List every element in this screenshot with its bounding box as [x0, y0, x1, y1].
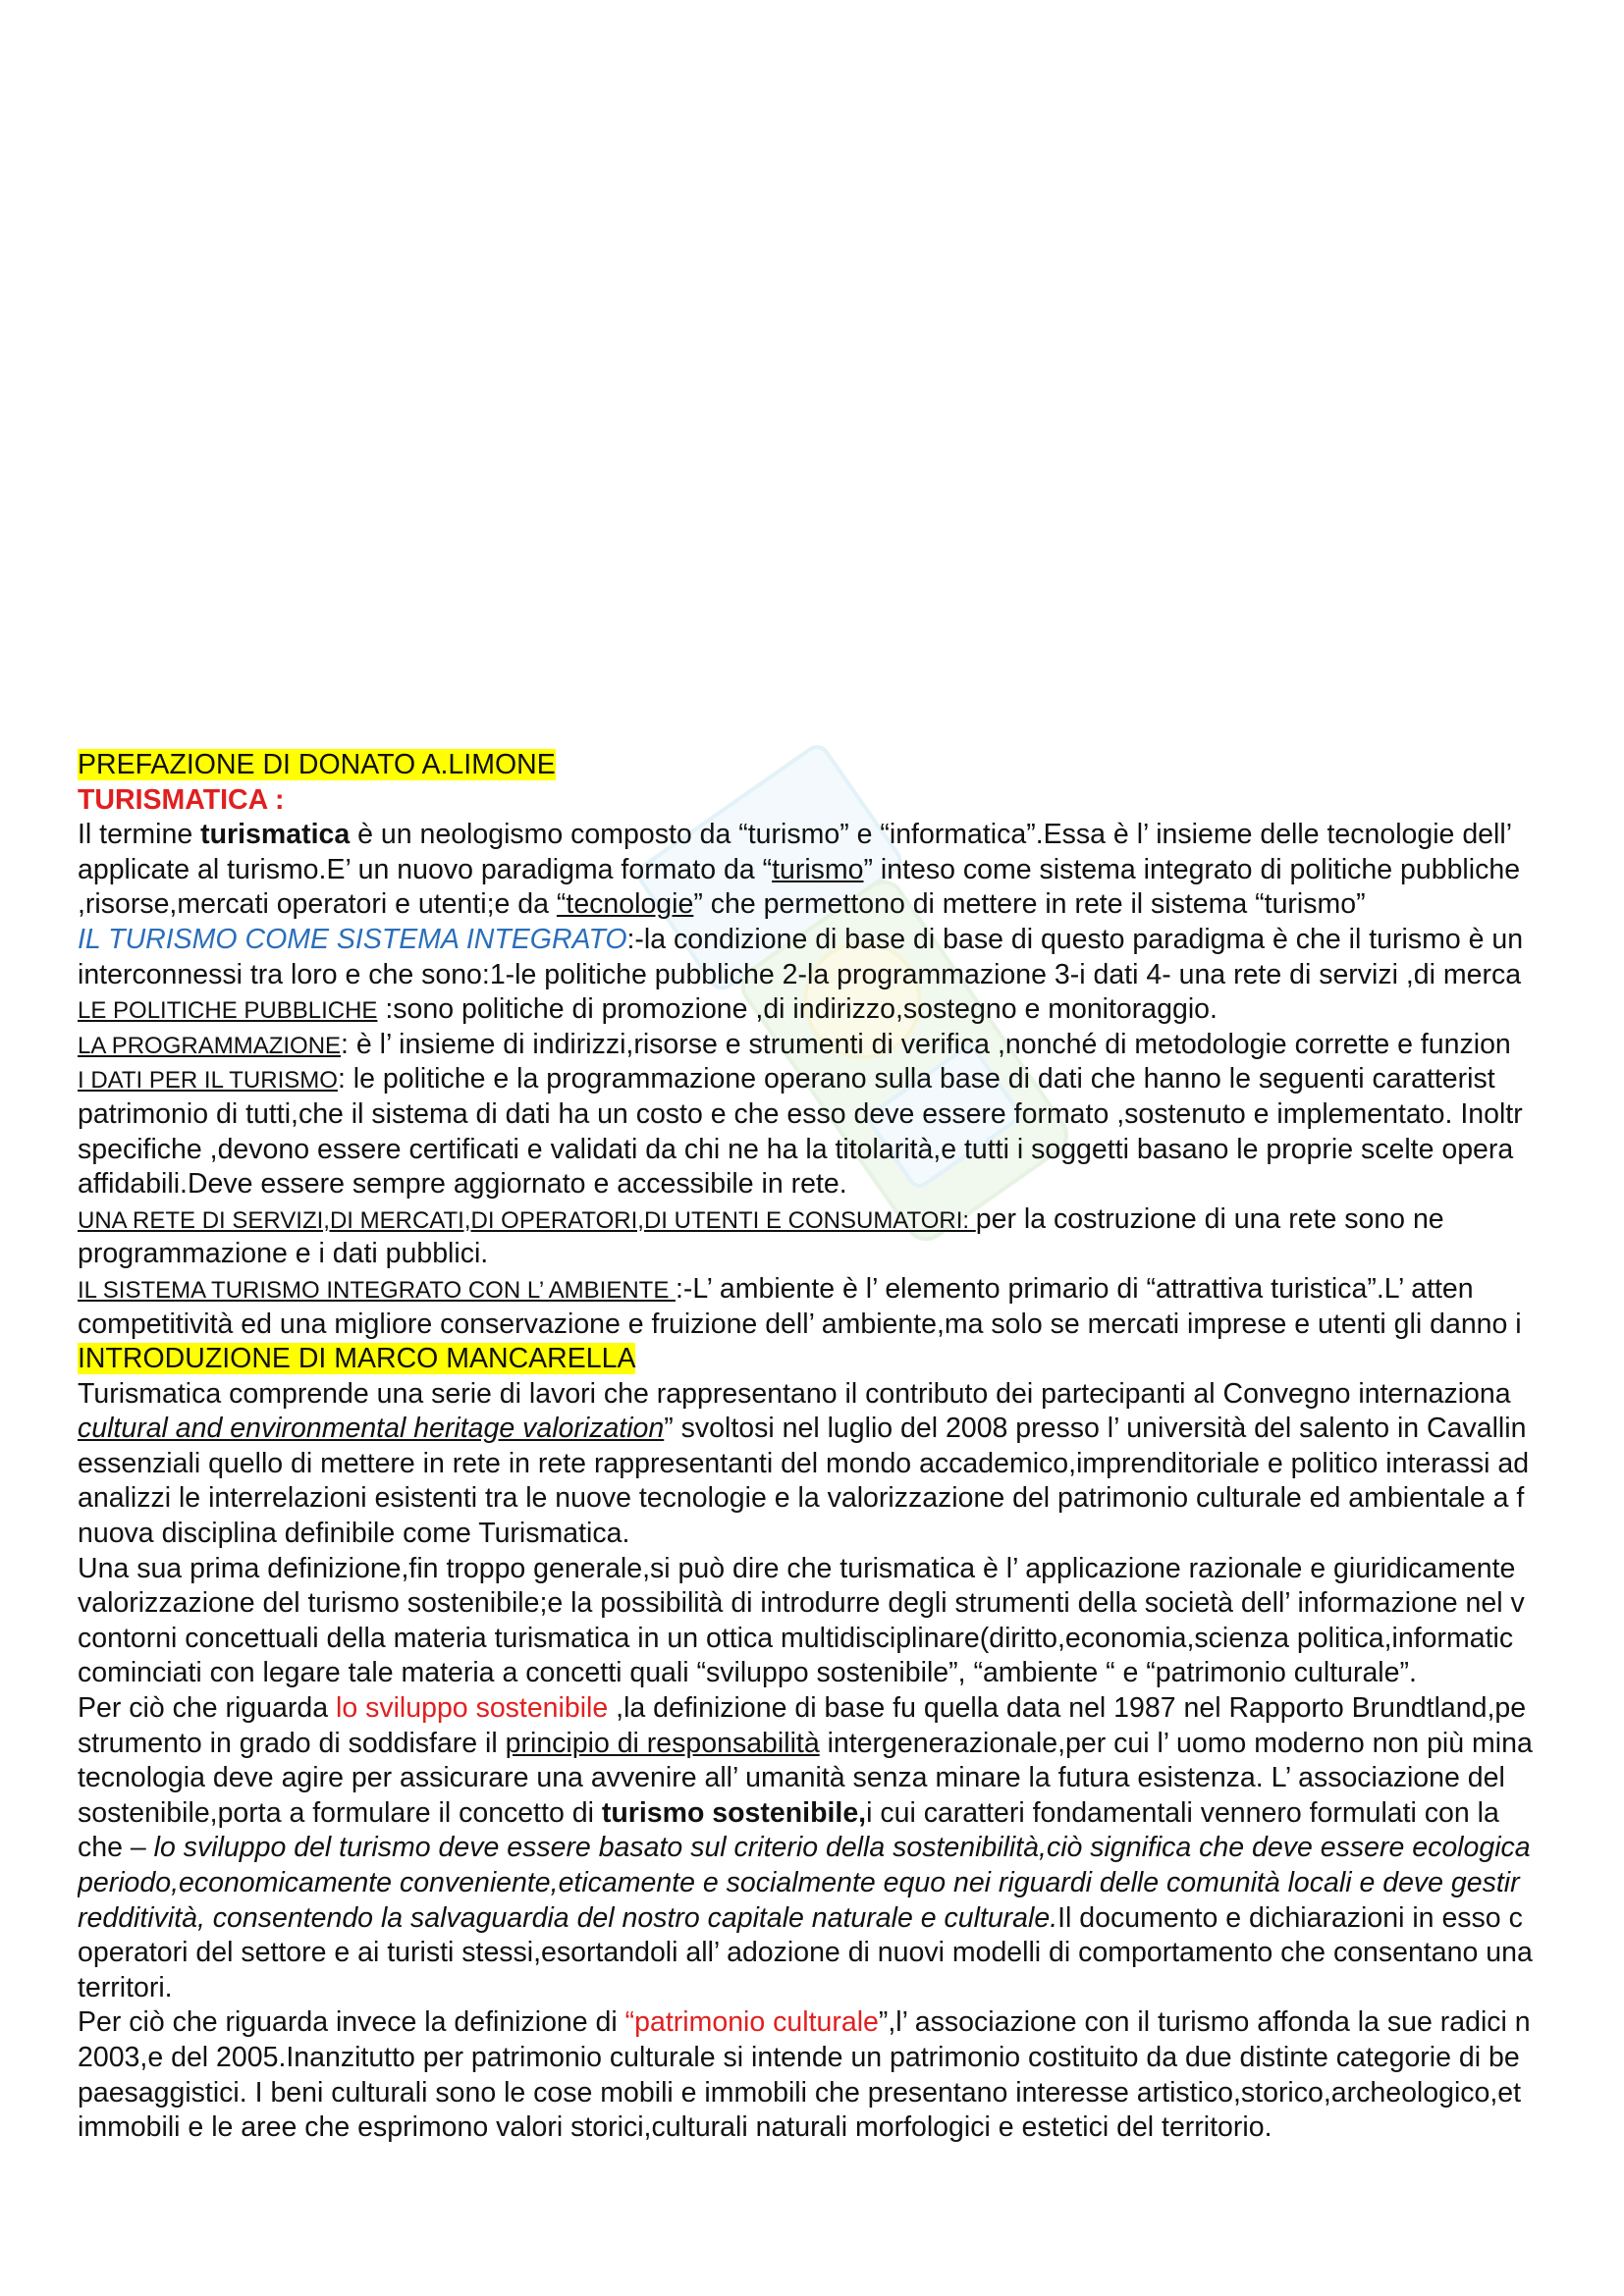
section-heading-blue: IL TURISMO COME SISTEMA INTEGRATO	[78, 923, 627, 955]
text-span: :-la condizione di base di base di questo paradigma è che il turismo è un	[626, 923, 1524, 955]
text-span: analizzi le interrelazioni esistenti tra le nuove tecnologie e la valorizzazione del patrimonio culturale ed ambientale a f	[78, 1482, 1525, 1515]
text-span: territori.	[78, 1971, 173, 2003]
heading-turismatica: TURISMATICA :	[78, 783, 285, 816]
text-line	[78, 2076, 1624, 2111]
red-term: lo sviluppo sostenibile	[335, 1692, 609, 1725]
text-line	[78, 1028, 1624, 1063]
text-line	[78, 958, 1624, 993]
text-span: ” svoltosi nel luglio del 2008 presso l’ università del salento in Cavallin	[664, 1413, 1527, 1445]
text-span: tecnologia deve agire per assicurare una avvenire all’ umanità senza minare la futura esistenza. L’ associazione del	[78, 1762, 1505, 1794]
italic-quote: redditività, consentendo la salvaguardia del nostro capitale naturale e culturale.	[78, 1901, 1058, 1934]
text-line	[78, 1447, 1624, 1482]
text-line	[78, 1481, 1624, 1517]
text-span: patrimonio di tutti,che il sistema di dati ha un costo e che esso deve essere formato ,sostenuto e implementato. Inoltr	[78, 1097, 1523, 1130]
text-line	[78, 1552, 1624, 1587]
text-span: immobili e le aree che esprimono valori storici,culturali naturali morfologici e estetici del territorio.	[78, 2111, 1272, 2144]
text-span: ,risorse,mercati operatori e utenti;e da	[78, 888, 557, 921]
text-line	[78, 1237, 1624, 1272]
text-span: 2003,e del 2005.Inanzitutto per patrimonio culturale si intende un patrimonio costituito da due distinte categorie di be	[78, 2041, 1520, 2073]
underlined-term: turismo	[772, 853, 864, 885]
text-span: competitività ed una migliore conservazione e fruizione dell’ ambiente,ma solo se mercati imprese e utenti gli danno i	[78, 1308, 1522, 1340]
text-span: Turismatica comprende una serie di lavori che rappresentano il contributo dei partecipanti al Convegno internaziona	[78, 1377, 1511, 1410]
heading-turismatica-line	[78, 783, 1624, 819]
subheading: IL SISTEMA TURISMO INTEGRATO CON L’ AMBIENTE	[78, 1276, 676, 1304]
subheading: LA PROGRAMMAZIONE	[78, 1032, 342, 1059]
text-span: contorni concettuali della materia turismatica in un ottica multidisciplinare(diritto,economia,scienza politica,informatic	[78, 1622, 1514, 1654]
text-line	[78, 1133, 1624, 1168]
text-line	[78, 887, 1624, 923]
bold-term: turismo sostenibile,	[601, 1796, 867, 1829]
text-span: :-L’ ambiente è l’ elemento primario di “attrattiva turistica”.L’ atten	[676, 1272, 1474, 1305]
text-line	[78, 1517, 1624, 1552]
text-line	[78, 1727, 1624, 1762]
text-line	[78, 1202, 1624, 1238]
text-span: : le politiche e la programmazione operano sulla base di dati che hanno le seguenti caratterist	[337, 1063, 1495, 1095]
text-span: valorizzazione del turismo sostenibile;e la possibilità di introdurre degli strumenti della società dell’ informazione nel v	[78, 1587, 1525, 1620]
text-span: ” che permettono di mettere in rete il sistema “turismo”	[693, 888, 1366, 921]
text-line	[78, 1901, 1624, 1937]
text-span: cominciati con legare tale materia a concetti quali “sviluppo sostenibile”, “ambiente “ e “patrimonio culturale”.	[78, 1657, 1417, 1689]
text-span: è un neologismo composto da “turismo” e “informatica”.Essa è l’ insieme delle tecnologie dell’	[350, 819, 1513, 851]
text-span: ” inteso come sistema integrato di politiche pubbliche	[863, 853, 1521, 885]
text-span: specifiche ,devono essere certificati e validati da chi ne ha la titolarità,e tutti i soggetti basano le proprie scelte opera	[78, 1133, 1514, 1165]
text-line	[78, 1062, 1624, 1097]
text-span: programmazione e i dati pubblici.	[78, 1238, 489, 1270]
underlined-term: principio di responsabilità	[505, 1727, 820, 1759]
subheading: I DATI PER IL TURISMO	[78, 1067, 338, 1095]
italic-quote: lo sviluppo del turismo deve essere basato sul criterio della sostenibilità,ciò significa che deve essere ecologica	[153, 1832, 1531, 1864]
text-line	[78, 923, 1624, 958]
text-span: :sono politiche di promozione ,di indirizzo,sostegno e monitoraggio.	[377, 993, 1218, 1026]
heading-preface: PREFAZIONE DI DONATO A.LIMONE	[78, 749, 556, 780]
text-span: ,la definizione di base fu quella data nel 1987 nel Rapporto Brundtland,pe	[608, 1692, 1527, 1725]
text-line	[78, 1586, 1624, 1622]
text-span: Il documento e dichiarazioni in esso c	[1057, 1901, 1523, 1934]
text-span: Per ciò che riguarda	[78, 1692, 336, 1725]
text-line	[78, 1167, 1624, 1202]
text-line	[78, 1761, 1624, 1796]
heading-introduction: INTRODUZIONE DI MARCO MANCARELLA	[78, 1343, 636, 1375]
italic-underlined-title: cultural and environmental heritage valorization	[78, 1413, 665, 1445]
text-line	[78, 853, 1624, 888]
text-line	[78, 1691, 1624, 1727]
subheading: UNA RETE DI SERVIZI,DI MERCATI,DI OPERATORI,DI UTENTI E CONSUMATORI:	[78, 1206, 976, 1234]
subheading: LE POLITICHE PUBBLICHE	[78, 997, 378, 1025]
text-line	[78, 1272, 1624, 1308]
text-span: ”,l’ associazione con il turismo affonda la sue radici n	[878, 2006, 1531, 2039]
heading-introduction-line	[78, 1342, 1624, 1377]
red-term: “patrimonio culturale	[624, 2006, 879, 2039]
text-line	[78, 2005, 1624, 2041]
text-line	[78, 992, 1624, 1028]
text-span: affidabili.Deve essere sempre aggiornato e accessibile in rete.	[78, 1168, 847, 1201]
text-span: per la costruzione di una rete sono ne	[975, 1202, 1444, 1235]
document-body	[78, 748, 1624, 2146]
text-span: operatori del settore e ai turisti stessi,esortandoli all’ adozione di nuovi modelli di comportamento che consentano una	[78, 1937, 1533, 1969]
text-line	[78, 1412, 1624, 1447]
text-span: intergenerazionale,per cui l’ uomo moderno non più mina	[819, 1727, 1533, 1759]
underlined-term: “tecnologie	[556, 888, 694, 921]
text-span: essenziali quello di mettere in rete in rete rappresentanti del mondo accademico,imprenditoriale e politico interassi ad	[78, 1447, 1530, 1479]
text-line	[78, 2041, 1624, 2076]
text-span: : è l’ insieme di indirizzi,risorse e strumenti di verifica ,nonché di metodologie corrette e funzion	[341, 1028, 1511, 1060]
bold-term: turismatica	[200, 819, 351, 851]
text-span: applicate al turismo.E’ un nuovo paradigma formato da “	[78, 853, 773, 885]
text-span: Per ciò che riguarda invece la definizione di	[78, 2006, 625, 2039]
text-span: paesaggistici. I beni culturali sono le cose mobili e immobili che presentano interesse artistico,storico,archeologico,et	[78, 2076, 1522, 2109]
text-line	[78, 1936, 1624, 1971]
text-line	[78, 2110, 1624, 2146]
heading-preface-line	[78, 748, 1624, 783]
text-line	[78, 818, 1624, 853]
text-span: che –	[78, 1832, 154, 1864]
text-line	[78, 1971, 1624, 2006]
text-span: strumento in grado di soddisfare il	[78, 1727, 506, 1759]
text-line	[78, 1308, 1624, 1343]
text-span: nuova disciplina definibile come Turismatica.	[78, 1518, 630, 1550]
text-line	[78, 1622, 1624, 1657]
text-span: sostenibile,porta a formulare il concetto di	[78, 1796, 602, 1829]
text-span: i cui caratteri fondamentali vennero formulati con la	[866, 1796, 1499, 1829]
text-line	[78, 1656, 1624, 1691]
text-line	[78, 1097, 1624, 1133]
text-span: interconnessi tra loro e che sono:1-le politiche pubbliche 2-la programmazione 3-i dati 4- una rete di servizi ,di merca	[78, 958, 1522, 990]
text-line	[78, 1796, 1624, 1832]
text-line	[78, 1377, 1624, 1413]
text-span: Una sua prima definizione,fin troppo generale,si può dire che turismatica è l’ applicazione razionale e giuridicamente	[78, 1552, 1516, 1584]
text-line	[78, 1866, 1624, 1901]
text-line	[78, 1831, 1624, 1866]
italic-quote: periodo,economicamente conveniente,eticamente e socialmente equo nei riguardi delle comunità locali e deve gestir	[78, 1867, 1520, 1898]
text-span: Il termine	[78, 819, 201, 851]
